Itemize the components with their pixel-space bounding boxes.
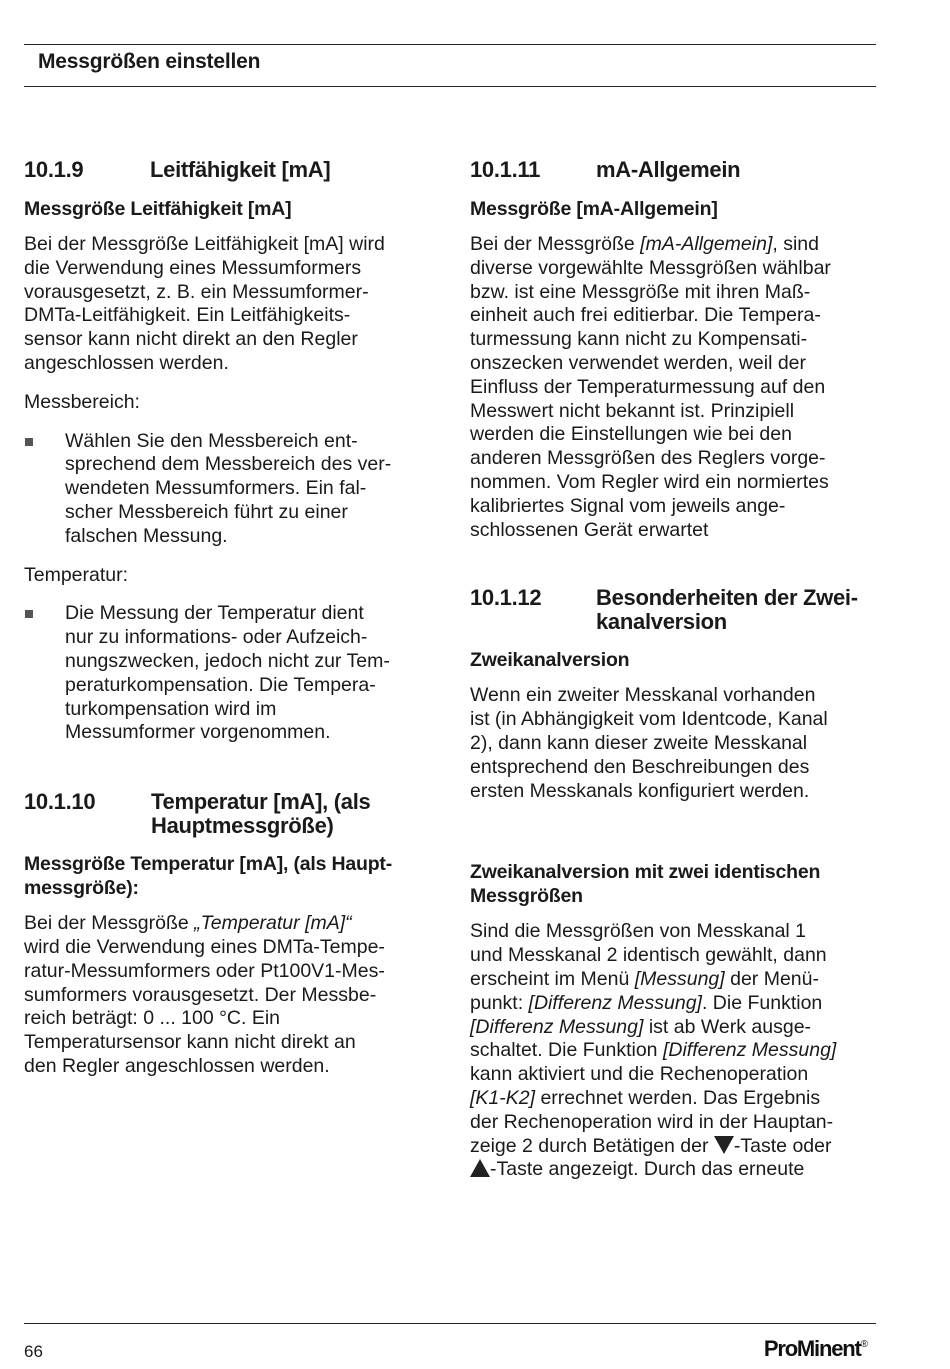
section-10-1-10	[24, 790, 434, 1079]
section-title: Besonderheiten der Zwei- kanalversion	[596, 585, 858, 635]
subheading: Zweikanalversion	[470, 649, 630, 672]
down-arrow-key-icon	[714, 1136, 734, 1154]
section-10-1-11	[470, 158, 880, 542]
paragraph: Bei der Messgröße Leitfähigkeit [mA] wird die Verwendung eines Messumformers vorausgesetzt, z. B. ein Messumformer- DMTa-Leitfähigkeit. Ein Leitfähigkeits- sensor kann nicht direkt an den Regler angeschlossen werden.	[24, 233, 385, 374]
section-title: Temperatur [mA], (als Hauptmessgröße)	[151, 789, 371, 839]
section-heading	[470, 586, 880, 634]
section-heading	[24, 790, 434, 838]
label-messbereich: Messbereich:	[24, 390, 140, 413]
section-title: mA-Allgemein	[596, 157, 741, 182]
subheading: Messgröße [mA-Allgemein]	[470, 198, 718, 220]
section-number: 10.1.11	[470, 157, 541, 182]
subheading: Zweikanalversion mit zwei identischen Messgrößen	[470, 861, 821, 908]
subheading: Messgröße Temperatur [mA], (als Haupt- messgröße):	[24, 853, 393, 900]
bullet-item	[24, 602, 434, 745]
section-title: Leitfähigkeit [mA]	[150, 157, 331, 182]
section-number: 10.1.10	[24, 789, 96, 815]
bullet-text: Wählen Sie den Messbereich ent- sprechend dem Messbereich des ver- wendeten Messumformers. Ein fal- scher Messbereich führt zu einer falschen Messung.	[65, 429, 392, 547]
header-bottom-rule	[24, 86, 876, 87]
page-number: 66	[24, 1342, 43, 1361]
section-number: 10.1.9	[24, 157, 84, 182]
section-heading	[24, 158, 434, 182]
page-header-title: Messgrößen einstellen	[38, 50, 261, 73]
paragraph: Wenn ein zweiter Messkanal vorhanden ist (in Abhängigkeit vom Identcode, Kanal 2), dann kann dieser zweite Messkanal entsprechend den Beschreibungen des ersten Messkanals konfiguriert werden.	[470, 684, 828, 802]
section-number: 10.1.12	[470, 585, 542, 611]
header-top-rule	[24, 44, 876, 45]
section-10-1-12	[470, 586, 880, 1182]
bullet-square-icon	[24, 602, 65, 745]
bullet-text: Die Messung der Temperatur dient nur zu informations- oder Aufzeich- nungszwecken, jedoch nicht zur Tem- peraturkompensation. Die Tempera- turkompensation wird im Messumformer vorgenommen.	[65, 602, 390, 744]
label-temperatur: Temperatur:	[24, 563, 129, 586]
section-heading	[470, 158, 880, 182]
left-column	[24, 158, 434, 1079]
section-10-1-9	[24, 158, 434, 745]
subheading: Messgröße Leitfähigkeit [mA]	[24, 198, 292, 220]
right-column	[470, 158, 880, 1182]
paragraph: Bei der Messgröße „Temperatur [mA]“ wird die Verwendung eines DMTa-Tempe- ratur-Messumformers oder Pt100V1-Mes- sumformers vorausgesetzt. Der Messbe- reich beträgt: 0 ... 100 °C. Ein Temperatursensor kann nicht direkt an den Regler angeschlossen werden.	[24, 912, 385, 1077]
bullet-square-icon	[24, 430, 65, 549]
up-arrow-key-icon	[470, 1159, 490, 1177]
prominent-logo: ProMinent®	[763, 1336, 868, 1361]
paragraph: Sind die Messgrößen von Messkanal 1 und Messkanal 2 identisch gewählt, dann erscheint im Menü [Messung] der Menü- punkt: [Differenz Messung]. Die Funktion [Differenz Messung] ist ab Werk ausge- schaltet. Die Funktion [Differenz Messung] kann aktiviert und die Rechenoperation [K1-K2] errechnet werden. Das Ergebnis der Rechenoperation wird in der Hauptan- zeige 2 durch Betätigen der -Taste oder -Taste angezeigt. Durch das erneute	[470, 920, 837, 1181]
bullet-item	[24, 430, 434, 549]
footer-rule	[24, 1323, 876, 1324]
paragraph: Bei der Messgröße [mA-Allgemein], sind diverse vorgewählte Messgrößen wählbar bzw. ist eine Messgröße mit ihren Maß- einheit auch frei editierbar. Die Tempera- turmessung kann nicht zu Kompensati- onszecken verwendet werden, weil der Einfluss der Temperaturmessung auf den Messwert nicht bekannt ist. Prinzipiell werden die Einstellungen wie bei den anderen Messgrößen des Reglers vorge- nommen. Vom Regler wird ein normiertes kalibriertes Signal vom jeweils ange- schlossenen Gerät erwartet	[470, 233, 831, 541]
